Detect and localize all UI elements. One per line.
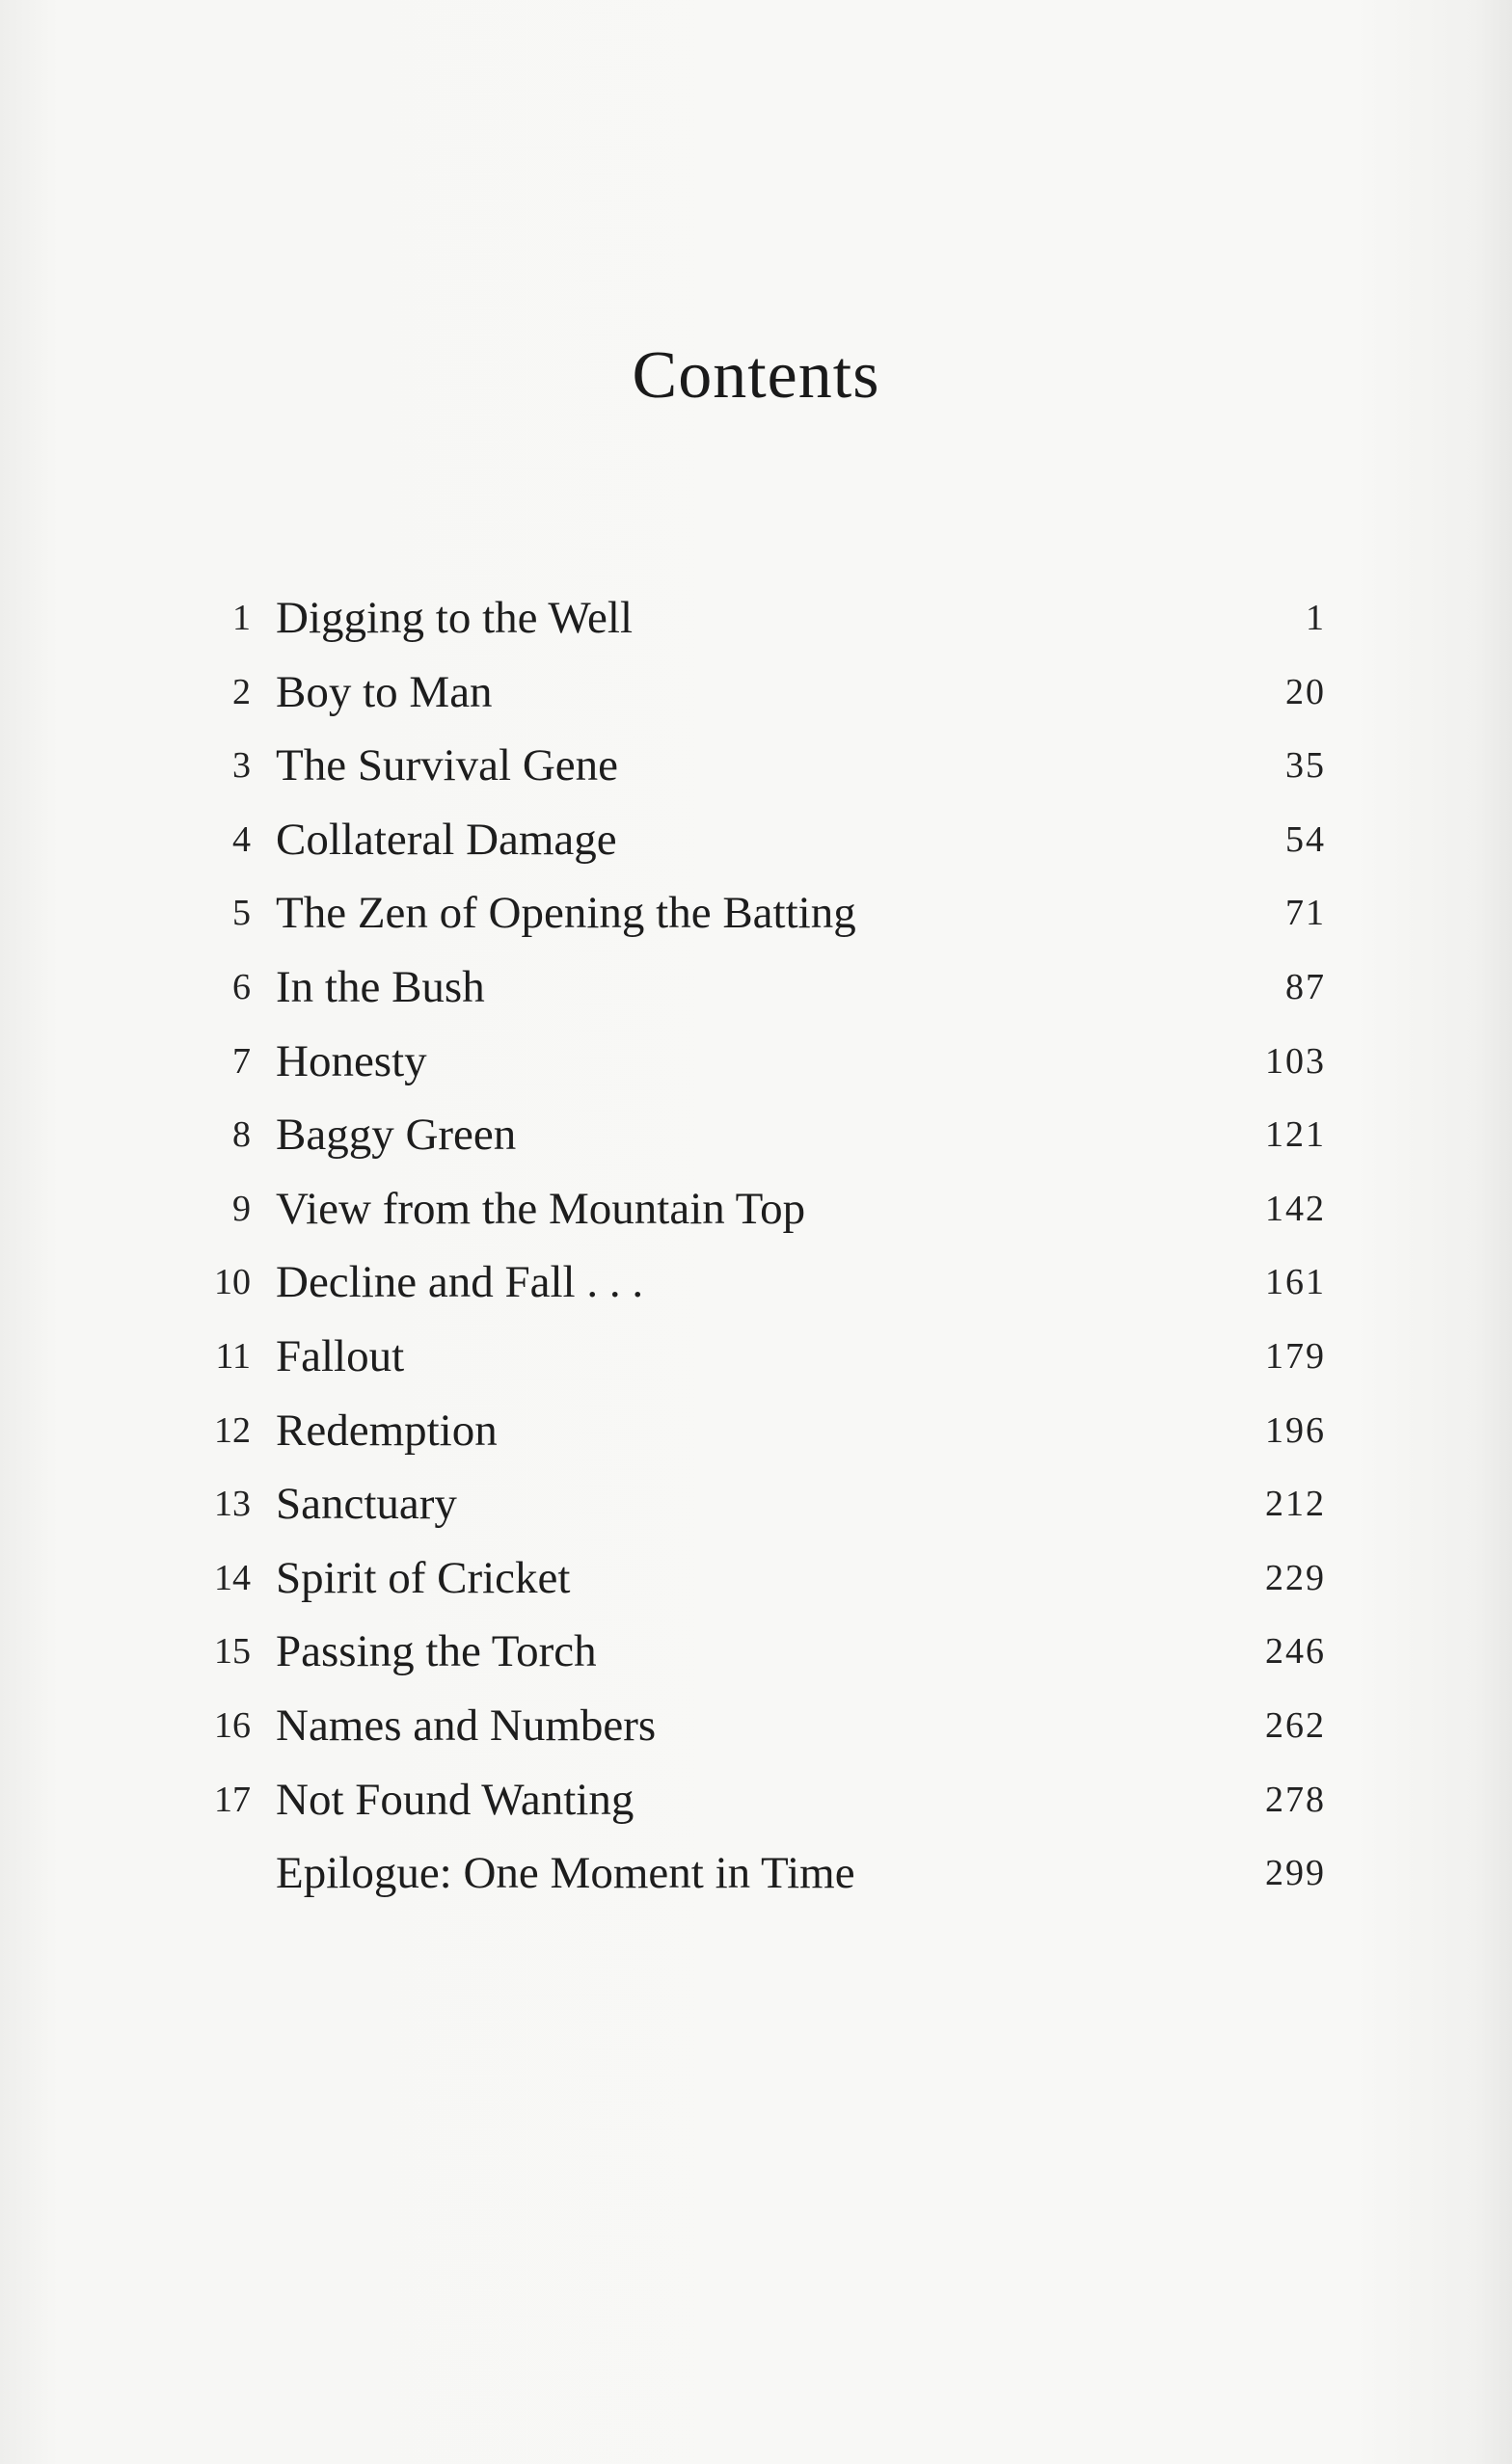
chapter-title: Redemption [276, 1405, 498, 1456]
page-number: 142 [1265, 1188, 1326, 1229]
chapter-title: Boy to Man [276, 666, 493, 717]
chapter-number: 9 [232, 1188, 251, 1229]
chapter-number: 17 [214, 1779, 251, 1820]
chapter-number: 15 [214, 1631, 251, 1673]
toc-entry [174, 1541, 1326, 1616]
chapter-title: Baggy Green [276, 1110, 517, 1161]
toc-entry [174, 1025, 1326, 1099]
chapter-title: Not Found Wanting [276, 1774, 634, 1825]
page-number: 246 [1265, 1631, 1326, 1673]
page-number: 212 [1265, 1484, 1326, 1525]
page-number: 278 [1265, 1779, 1326, 1820]
chapter-title: Names and Numbers [276, 1700, 657, 1751]
chapter-title: The Zen of Opening the Batting [276, 888, 856, 939]
page-number: 121 [1265, 1114, 1326, 1156]
chapter-number: 4 [232, 818, 251, 860]
toc-entry [174, 1763, 1326, 1837]
toc-entry [174, 1615, 1326, 1689]
toc-entry [174, 729, 1326, 803]
chapter-number: 5 [232, 893, 251, 934]
chapter-number: 16 [214, 1704, 251, 1746]
chapter-title: Digging to the Well [276, 593, 634, 643]
toc-entry [174, 1467, 1326, 1541]
chapter-number: 11 [215, 1335, 251, 1377]
chapter-title: Collateral Damage [276, 814, 617, 865]
page-number: 161 [1265, 1262, 1326, 1303]
chapter-number: 12 [214, 1409, 251, 1451]
page-number: 20 [1285, 671, 1326, 712]
chapter-title: Sanctuary [276, 1479, 457, 1530]
chapter-number: 3 [232, 745, 251, 787]
chapter-title: Spirit of Cricket [276, 1552, 571, 1603]
page-number: 35 [1285, 745, 1326, 787]
toc-entry [174, 1836, 1326, 1911]
toc-entry [174, 1320, 1326, 1394]
chapter-number: 13 [214, 1484, 251, 1525]
page-number: 262 [1265, 1704, 1326, 1746]
chapter-number: 10 [214, 1262, 251, 1303]
page-number: 54 [1285, 818, 1326, 860]
chapter-number: 14 [214, 1557, 251, 1598]
toc-entry [174, 1245, 1326, 1320]
toc-entry [174, 876, 1326, 951]
toc-entry [174, 1098, 1326, 1172]
page-number: 103 [1265, 1040, 1326, 1082]
toc-entry [174, 581, 1326, 656]
chapter-title: Honesty [276, 1035, 427, 1086]
page-number: 1 [1306, 598, 1326, 638]
toc-entry [174, 803, 1326, 877]
page-title: Contents [632, 338, 880, 413]
chapter-title: Fallout [276, 1330, 405, 1381]
toc-entry [174, 1394, 1326, 1468]
chapter-title: Passing the Torch [276, 1626, 597, 1677]
chapter-title: In the Bush [276, 961, 485, 1012]
chapter-number: 2 [232, 671, 251, 712]
toc-entry [174, 1689, 1326, 1763]
toc-entry [174, 1172, 1326, 1246]
page-number: 196 [1265, 1409, 1326, 1451]
table-of-contents [174, 581, 1326, 1911]
page-number: 229 [1265, 1557, 1326, 1598]
chapter-number: 1 [232, 598, 251, 638]
chapter-number: 6 [232, 966, 251, 1007]
toc-entry [174, 656, 1326, 730]
chapter-title: Decline and Fall . . . [276, 1257, 644, 1308]
chapter-title: The Survival Gene [276, 740, 619, 791]
chapter-title: View from the Mountain Top [276, 1183, 806, 1234]
toc-entry [174, 951, 1326, 1025]
chapter-number: 8 [232, 1114, 251, 1156]
page-number: 87 [1285, 966, 1326, 1007]
page-number: 299 [1265, 1853, 1326, 1894]
page-number: 71 [1285, 893, 1326, 934]
page-number: 179 [1265, 1335, 1326, 1377]
chapter-title: Epilogue: One Moment in Time [276, 1848, 855, 1899]
chapter-number: 7 [232, 1040, 251, 1082]
